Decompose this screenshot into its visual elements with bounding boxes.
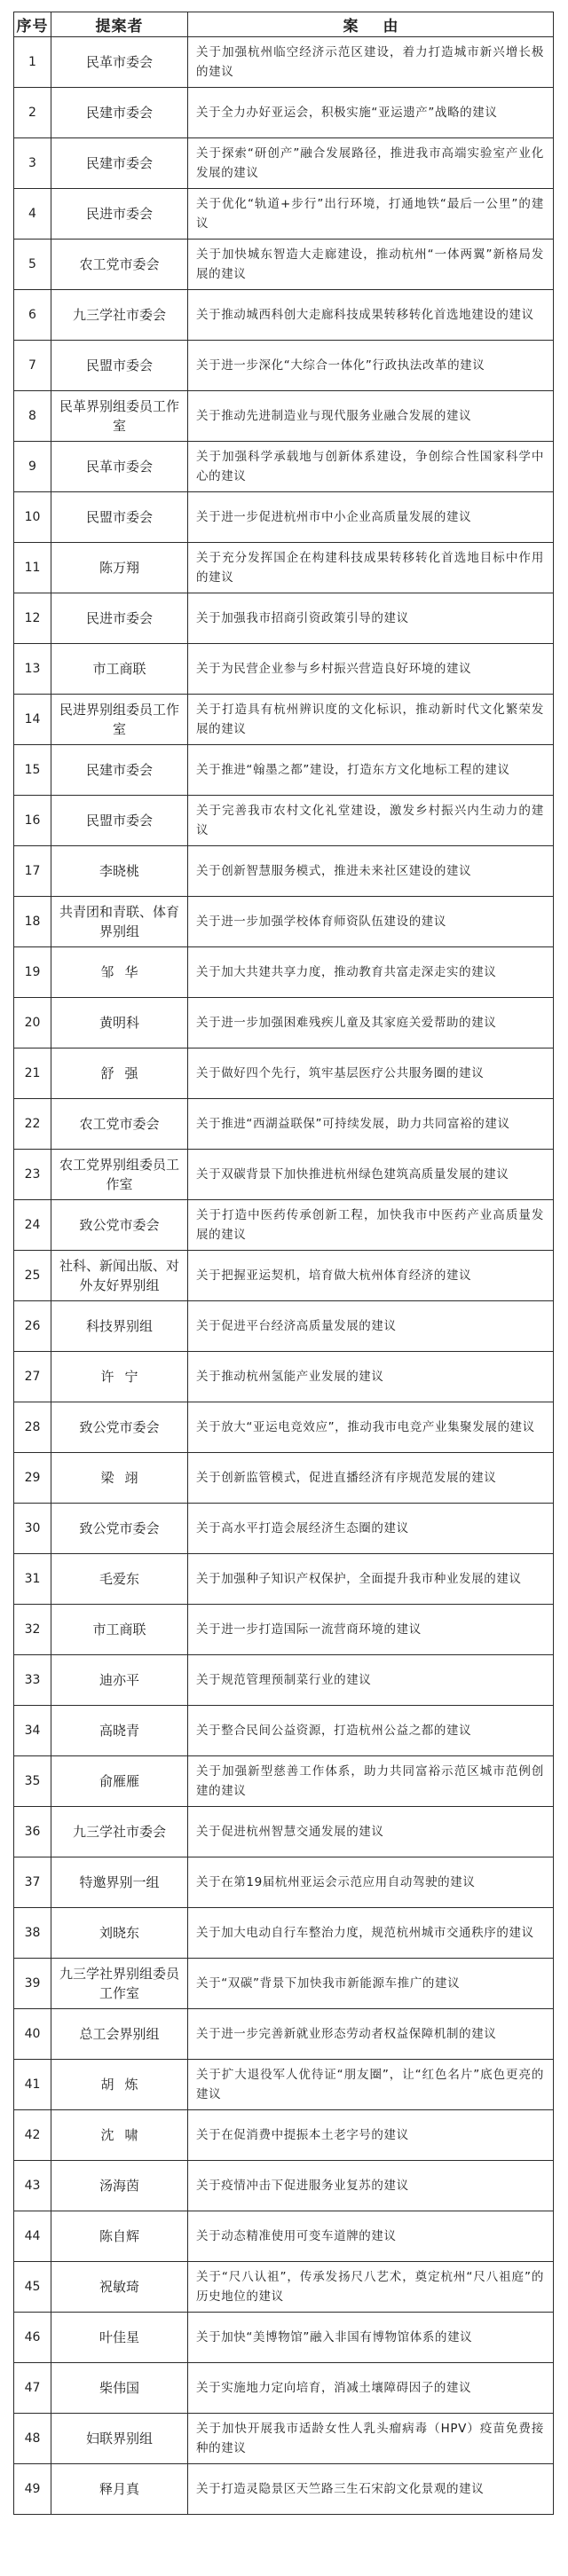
row-reason: 关于在促消费中提振本土老字号的建议 bbox=[188, 2110, 554, 2161]
row-reason: 关于加快“美博物馆”融入非国有博物馆体系的建议 bbox=[188, 2313, 554, 2363]
row-proposer: 俞雁雁 bbox=[51, 1756, 188, 1807]
row-number: 6 bbox=[14, 290, 51, 341]
row-number: 26 bbox=[14, 1301, 51, 1352]
table-row bbox=[14, 1857, 554, 1908]
row-number: 23 bbox=[14, 1150, 51, 1200]
header-proposer: 提案者 bbox=[51, 12, 188, 37]
row-proposer: 高晓青 bbox=[51, 1706, 188, 1756]
table-row bbox=[14, 1453, 554, 1504]
row-reason: 关于探索“研创产”融合发展路径，推进我市高端实验室产业化发展的建议 bbox=[188, 138, 554, 189]
table-row bbox=[14, 1352, 554, 1402]
row-reason: 关于促进杭州智慧交通发展的建议 bbox=[188, 1807, 554, 1857]
row-proposer: 毛爱东 bbox=[51, 1554, 188, 1605]
row-number: 40 bbox=[14, 2009, 51, 2060]
row-proposer: 舒强 bbox=[51, 1048, 188, 1099]
row-number: 8 bbox=[14, 391, 51, 442]
row-proposer: 释月真 bbox=[51, 2464, 188, 2515]
row-number: 34 bbox=[14, 1706, 51, 1756]
row-number: 45 bbox=[14, 2262, 51, 2313]
row-proposer: 市工商联 bbox=[51, 644, 188, 695]
table-row bbox=[14, 138, 554, 189]
row-reason: 关于规范管理预制菜行业的建议 bbox=[188, 1655, 554, 1706]
row-number: 37 bbox=[14, 1857, 51, 1908]
table-row bbox=[14, 846, 554, 897]
table-row bbox=[14, 2414, 554, 2464]
row-reason: 关于加强杭州临空经济示范区建设，着力打造城市新兴增长极的建议 bbox=[188, 37, 554, 88]
table-row bbox=[14, 2313, 554, 2363]
row-reason: 关于疫情冲击下促进服务业复苏的建议 bbox=[188, 2161, 554, 2211]
row-reason: 关于加强新型慈善工作体系，助力共同富裕示范区城市范例创建的建议 bbox=[188, 1756, 554, 1807]
table-row bbox=[14, 543, 554, 593]
row-proposer: 胡炼 bbox=[51, 2060, 188, 2110]
table-row bbox=[14, 290, 554, 341]
row-reason: 关于动态精准使用可变车道牌的建议 bbox=[188, 2211, 554, 2262]
table-row bbox=[14, 1655, 554, 1706]
header-reason: 案由 bbox=[188, 12, 554, 37]
table-row bbox=[14, 1251, 554, 1301]
row-reason: 关于全力办好亚运会，积极实施“亚运遗产”战略的建议 bbox=[188, 88, 554, 138]
row-reason: 关于优化“轨道+步行”出行环境，打通地铁“最后一公里”的建议 bbox=[188, 189, 554, 240]
row-proposer: 邹华 bbox=[51, 947, 188, 998]
table-row bbox=[14, 2060, 554, 2110]
row-reason: 关于加大电动自行车整治力度，规范杭州城市交通秩序的建议 bbox=[188, 1908, 554, 1959]
row-proposer: 陈万翔 bbox=[51, 543, 188, 593]
row-number: 25 bbox=[14, 1251, 51, 1301]
header-number: 序号 bbox=[14, 12, 51, 37]
row-proposer: 民革市委会 bbox=[51, 442, 188, 492]
row-reason: 关于打造中医药传承创新工程，加快我市中医药产业高质量发展的建议 bbox=[188, 1200, 554, 1251]
row-number: 24 bbox=[14, 1200, 51, 1251]
table-row bbox=[14, 1554, 554, 1605]
row-proposer: 总工会界别组 bbox=[51, 2009, 188, 2060]
row-reason: 关于扩大退役军人优待证“朋友圈”，让“红色名片”底色更亮的建议 bbox=[188, 2060, 554, 2110]
table-row bbox=[14, 1908, 554, 1959]
row-reason: 关于加强种子知识产权保护，全面提升我市种业发展的建议 bbox=[188, 1554, 554, 1605]
table-row bbox=[14, 37, 554, 88]
table-row bbox=[14, 1504, 554, 1554]
row-number: 2 bbox=[14, 88, 51, 138]
row-number: 33 bbox=[14, 1655, 51, 1706]
row-reason: 关于打造灵隐景区天竺路三生石宋韵文化景观的建议 bbox=[188, 2464, 554, 2515]
row-number: 35 bbox=[14, 1756, 51, 1807]
row-reason: 关于进一步加强学校体育师资队伍建设的建议 bbox=[188, 897, 554, 947]
row-number: 39 bbox=[14, 1959, 51, 2009]
row-proposer: 社科、新闻出版、对外友好界别组 bbox=[51, 1251, 188, 1301]
table-row bbox=[14, 745, 554, 796]
row-proposer: 梁翊 bbox=[51, 1453, 188, 1504]
row-proposer: 叶佳星 bbox=[51, 2313, 188, 2363]
row-reason: 关于在第19届杭州亚运会示范应用自动驾驶的建议 bbox=[188, 1857, 554, 1908]
proposal-table bbox=[13, 12, 554, 2515]
row-number: 4 bbox=[14, 189, 51, 240]
row-number: 38 bbox=[14, 1908, 51, 1959]
row-proposer: 迪亦平 bbox=[51, 1655, 188, 1706]
table-row bbox=[14, 1706, 554, 1756]
row-number: 7 bbox=[14, 341, 51, 391]
row-proposer: 陈自辉 bbox=[51, 2211, 188, 2262]
row-number: 46 bbox=[14, 2313, 51, 2363]
row-proposer: 民盟市委会 bbox=[51, 796, 188, 846]
table-row bbox=[14, 88, 554, 138]
row-reason: 关于加大共建共享力度，推动教育共富走深走实的建议 bbox=[188, 947, 554, 998]
row-number: 17 bbox=[14, 846, 51, 897]
row-reason: 关于推进“翰墨之都”建设，打造东方文化地标工程的建议 bbox=[188, 745, 554, 796]
row-proposer: 特邀界别一组 bbox=[51, 1857, 188, 1908]
row-number: 29 bbox=[14, 1453, 51, 1504]
row-number: 18 bbox=[14, 897, 51, 947]
row-number: 48 bbox=[14, 2414, 51, 2464]
row-proposer: 刘晓东 bbox=[51, 1908, 188, 1959]
row-number: 22 bbox=[14, 1099, 51, 1150]
row-proposer: 九三学社市委会 bbox=[51, 1807, 188, 1857]
row-proposer: 李晓桃 bbox=[51, 846, 188, 897]
table-row bbox=[14, 492, 554, 543]
row-reason: 关于做好四个先行，筑牢基层医疗公共服务圈的建议 bbox=[188, 1048, 554, 1099]
row-proposer: 汤海茵 bbox=[51, 2161, 188, 2211]
row-proposer: 民建市委会 bbox=[51, 138, 188, 189]
row-number: 36 bbox=[14, 1807, 51, 1857]
row-proposer: 致公党市委会 bbox=[51, 1504, 188, 1554]
row-number: 49 bbox=[14, 2464, 51, 2515]
row-reason: 关于进一步加强困难残疾儿童及其家庭关爱帮助的建议 bbox=[188, 998, 554, 1048]
row-reason: 关于完善我市农村文化礼堂建设，激发乡村振兴内生动力的建议 bbox=[188, 796, 554, 846]
row-proposer: 妇联界别组 bbox=[51, 2414, 188, 2464]
row-number: 10 bbox=[14, 492, 51, 543]
row-proposer: 柴伟国 bbox=[51, 2363, 188, 2414]
row-number: 14 bbox=[14, 695, 51, 745]
proposal-document bbox=[13, 12, 553, 2566]
table-row bbox=[14, 998, 554, 1048]
row-proposer: 科技界别组 bbox=[51, 1301, 188, 1352]
table-row bbox=[14, 897, 554, 947]
row-reason: 关于推动先进制造业与现代服务业融合发展的建议 bbox=[188, 391, 554, 442]
row-reason: 关于推动杭州氢能产业发展的建议 bbox=[188, 1352, 554, 1402]
row-reason: 关于“尺八认祖”，传承发扬尺八艺术，奠定杭州“尺八祖庭”的历史地位的建议 bbox=[188, 2262, 554, 2313]
row-reason: 关于推动城西科创大走廊科技成果转移转化首选地建设的建议 bbox=[188, 290, 554, 341]
row-reason: 关于高水平打造会展经济生态圈的建议 bbox=[188, 1504, 554, 1554]
row-number: 42 bbox=[14, 2110, 51, 2161]
table-row bbox=[14, 2262, 554, 2313]
row-proposer: 致公党市委会 bbox=[51, 1200, 188, 1251]
table-row bbox=[14, 2464, 554, 2515]
row-number: 16 bbox=[14, 796, 51, 846]
row-number: 19 bbox=[14, 947, 51, 998]
row-number: 31 bbox=[14, 1554, 51, 1605]
row-proposer: 民革市委会 bbox=[51, 37, 188, 88]
row-proposer: 民进市委会 bbox=[51, 593, 188, 644]
row-number: 5 bbox=[14, 240, 51, 290]
row-reason: 关于“双碳”背景下加快我市新能源车推广的建议 bbox=[188, 1959, 554, 2009]
row-number: 12 bbox=[14, 593, 51, 644]
row-proposer: 祝敏琦 bbox=[51, 2262, 188, 2313]
table-row bbox=[14, 2161, 554, 2211]
row-proposer: 许宁 bbox=[51, 1352, 188, 1402]
row-number: 28 bbox=[14, 1402, 51, 1453]
table-row bbox=[14, 796, 554, 846]
table-row bbox=[14, 240, 554, 290]
row-number: 27 bbox=[14, 1352, 51, 1402]
table-row bbox=[14, 2009, 554, 2060]
row-reason: 关于推进“西湖益联保”可持续发展，助力共同富裕的建议 bbox=[188, 1099, 554, 1150]
row-proposer: 九三学社市委会 bbox=[51, 290, 188, 341]
row-proposer: 民建市委会 bbox=[51, 88, 188, 138]
row-reason: 关于为民营企业参与乡村振兴营造良好环境的建议 bbox=[188, 644, 554, 695]
row-number: 20 bbox=[14, 998, 51, 1048]
row-reason: 关于创新监管模式，促进直播经济有序规范发展的建议 bbox=[188, 1453, 554, 1504]
row-proposer: 民革界别组委员工作室 bbox=[51, 391, 188, 442]
row-reason: 关于整合民间公益资源，打造杭州公益之都的建议 bbox=[188, 1706, 554, 1756]
row-reason: 关于进一步打造国际一流营商环境的建议 bbox=[188, 1605, 554, 1655]
row-reason: 关于实施地力定向培育，消减土壤障碍因子的建议 bbox=[188, 2363, 554, 2414]
table-row bbox=[14, 341, 554, 391]
table-row bbox=[14, 1756, 554, 1807]
table-row bbox=[14, 1099, 554, 1150]
row-proposer: 农工党市委会 bbox=[51, 1099, 188, 1150]
row-proposer: 农工党界别组委员工作室 bbox=[51, 1150, 188, 1200]
row-number: 9 bbox=[14, 442, 51, 492]
row-proposer: 民建市委会 bbox=[51, 745, 188, 796]
table-row bbox=[14, 1959, 554, 2009]
row-proposer: 民进界别组委员工作室 bbox=[51, 695, 188, 745]
row-number: 21 bbox=[14, 1048, 51, 1099]
row-number: 3 bbox=[14, 138, 51, 189]
row-number: 44 bbox=[14, 2211, 51, 2262]
table-row bbox=[14, 2363, 554, 2414]
row-reason: 关于打造具有杭州辨识度的文化标识，推动新时代文化繁荣发展的建议 bbox=[188, 695, 554, 745]
table-row bbox=[14, 1200, 554, 1251]
row-number: 1 bbox=[14, 37, 51, 88]
row-proposer: 民盟市委会 bbox=[51, 492, 188, 543]
table-row bbox=[14, 2211, 554, 2262]
row-reason: 关于充分发挥国企在构建科技成果转移转化首选地目标中作用的建议 bbox=[188, 543, 554, 593]
row-reason: 关于促进平台经济高质量发展的建议 bbox=[188, 1301, 554, 1352]
row-number: 11 bbox=[14, 543, 51, 593]
row-proposer: 农工党市委会 bbox=[51, 240, 188, 290]
row-proposer: 九三学社界别组委员工作室 bbox=[51, 1959, 188, 2009]
row-number: 32 bbox=[14, 1605, 51, 1655]
table-row bbox=[14, 189, 554, 240]
row-proposer: 共青团和青联、体育界别组 bbox=[51, 897, 188, 947]
row-reason: 关于双碳背景下加快推进杭州绿色建筑高质量发展的建议 bbox=[188, 1150, 554, 1200]
row-number: 41 bbox=[14, 2060, 51, 2110]
row-proposer: 市工商联 bbox=[51, 1605, 188, 1655]
table-row bbox=[14, 1402, 554, 1453]
row-number: 13 bbox=[14, 644, 51, 695]
table-row bbox=[14, 947, 554, 998]
row-number: 47 bbox=[14, 2363, 51, 2414]
table-row bbox=[14, 1807, 554, 1857]
row-reason: 关于进一步深化“大综合一体化”行政执法改革的建议 bbox=[188, 341, 554, 391]
table-row bbox=[14, 1301, 554, 1352]
table-row bbox=[14, 2110, 554, 2161]
row-reason: 关于加快开展我市适龄女性人乳头瘤病毒（HPV）疫苗免费接种的建议 bbox=[188, 2414, 554, 2464]
table-row bbox=[14, 593, 554, 644]
table-row bbox=[14, 1605, 554, 1655]
table-row bbox=[14, 391, 554, 442]
row-proposer: 沈啸 bbox=[51, 2110, 188, 2161]
row-reason: 关于加强我市招商引资政策引导的建议 bbox=[188, 593, 554, 644]
row-proposer: 民盟市委会 bbox=[51, 341, 188, 391]
row-reason: 关于进一步促进杭州市中小企业高质量发展的建议 bbox=[188, 492, 554, 543]
row-reason: 关于加快城东智造大走廊建设，推动杭州“一体两翼”新格局发展的建议 bbox=[188, 240, 554, 290]
row-number: 15 bbox=[14, 745, 51, 796]
table-row bbox=[14, 644, 554, 695]
table-row bbox=[14, 1048, 554, 1099]
row-proposer: 致公党市委会 bbox=[51, 1402, 188, 1453]
row-proposer: 黄明科 bbox=[51, 998, 188, 1048]
table-body bbox=[14, 37, 554, 2515]
table-row bbox=[14, 1150, 554, 1200]
table-header-row bbox=[14, 12, 554, 37]
table-row bbox=[14, 442, 554, 492]
row-reason: 关于创新智慧服务模式，推进未来社区建设的建议 bbox=[188, 846, 554, 897]
row-number: 43 bbox=[14, 2161, 51, 2211]
row-reason: 关于加强科学承载地与创新体系建设，争创综合性国家科学中心的建议 bbox=[188, 442, 554, 492]
table-row bbox=[14, 695, 554, 745]
row-reason: 关于放大“亚运电竞效应”，推动我市电竞产业集聚发展的建议 bbox=[188, 1402, 554, 1453]
row-reason: 关于把握亚运契机，培育做大杭州体育经济的建议 bbox=[188, 1251, 554, 1301]
row-proposer: 民进市委会 bbox=[51, 189, 188, 240]
row-reason: 关于进一步完善新就业形态劳动者权益保障机制的建议 bbox=[188, 2009, 554, 2060]
row-number: 30 bbox=[14, 1504, 51, 1554]
